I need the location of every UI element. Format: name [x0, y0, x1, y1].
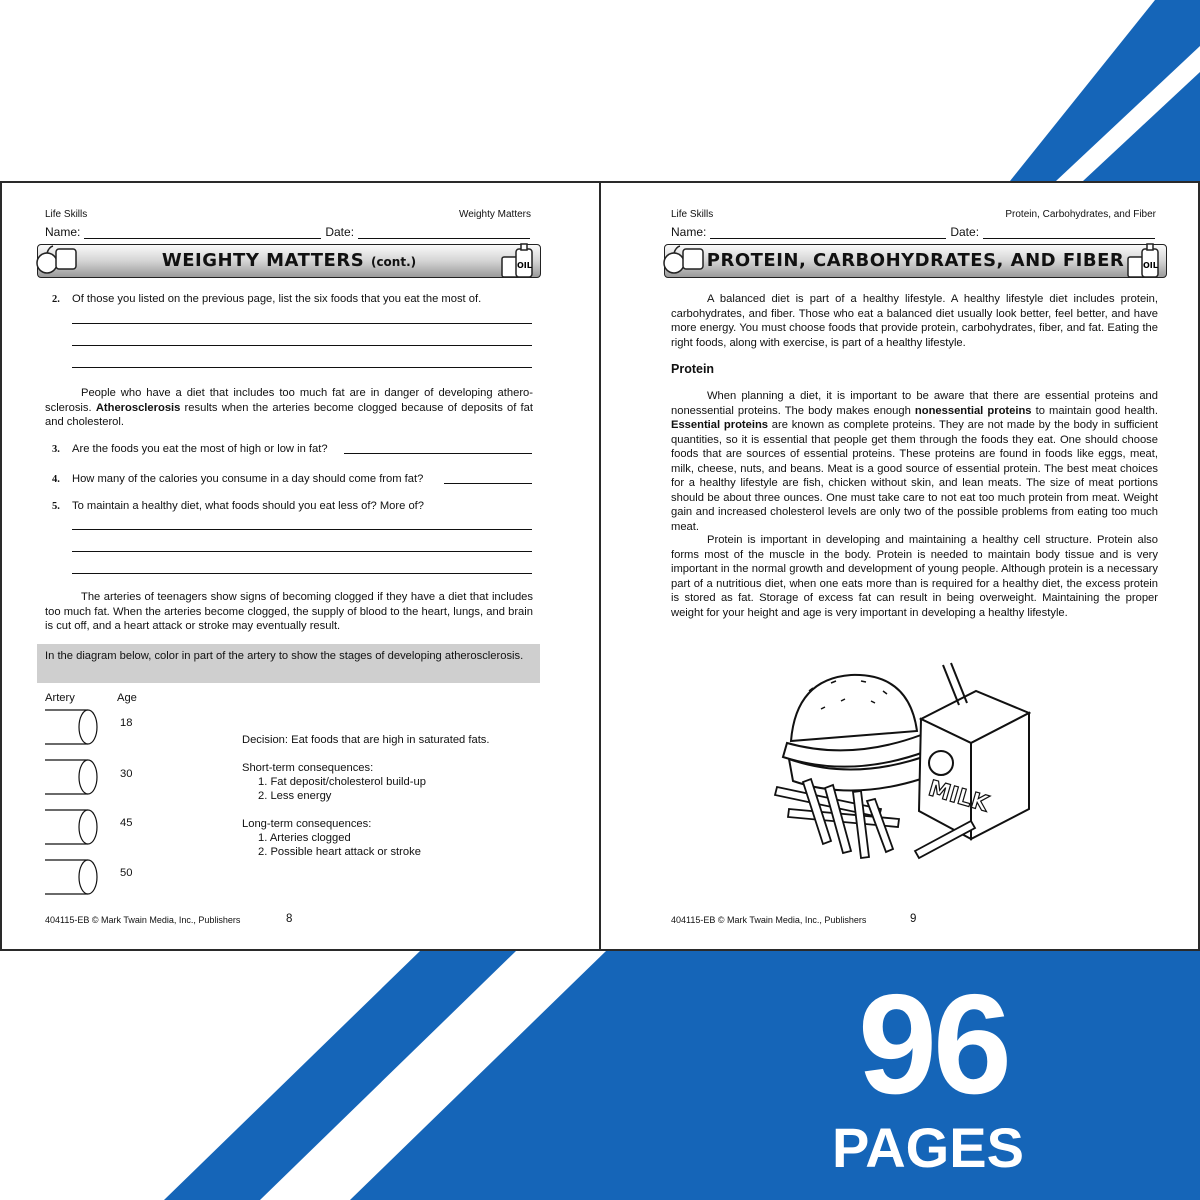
intro-paragraph: A balanced diet is part of a healthy lifestyle. A healthy lifestyle diet includes protein, carbohydrates, and fiber. Those who eat a balanced diet usually look better, feel better, and have more energy. You must choose foods that provide protein, carbohydrates, fiber, and fat. Eating the right foods, along with exercise, is part of a healthy lifestyle.	[671, 293, 1158, 349]
question-number: 5.	[52, 501, 60, 512]
right-page	[599, 181, 1200, 951]
answer-line[interactable]	[344, 453, 532, 454]
page-number: 9	[910, 913, 917, 925]
atherosclerosis-paragraph: People who have a diet that includes too much fat are in danger of developing athero-sclerosis. Atherosclerosis results when the arteries become clogged because of deposits of fat and cholesterol.	[45, 387, 533, 428]
banner-title: WEIGHTY MATTERS (cont.)	[161, 250, 417, 271]
banner-title: PROTEIN, CARBOHYDRATES, AND FIBER	[706, 250, 1125, 271]
date-field[interactable]	[983, 228, 1155, 239]
title-banner	[37, 244, 541, 278]
oil-bottle-icon	[1122, 241, 1164, 283]
arteries-paragraph: The arteries of teenagers show signs of becoming clogged if they have a diet that includes too much fat. When the arteries become clogged, the supply of blood to the heart, lungs, and brain is cut off, and a heart attack or stroke may eventually result.	[45, 591, 533, 632]
header-topic: Weighty Matters	[458, 209, 531, 220]
section-heading: Protein	[671, 362, 715, 376]
protein-paragraph-2: Protein is important in developing and maintaining a healthy cell structure. Protein also forms most of the muscle in the body. Protein is needed to maintain body tissue and is very important in the normal growth and development of young people. Although protein is a necessary part of a nutritious diet, when one eats more than is required for a healthy diet, the excess protein is stored as fat. Storage of excess fat can result in being overweight. Maintaining the proper weight for your height and age is very important in developing a healthy lifestyle.	[671, 534, 1158, 619]
short-term-item: 1. Fat deposit/cholesterol build-up	[258, 776, 426, 788]
long-term-item: 2. Possible heart attack or stroke	[258, 846, 421, 858]
age-value: 50	[120, 867, 133, 879]
burger-image	[783, 675, 927, 791]
question-text: Of those you listed on the previous page, list the six foods that you eat the most of.	[72, 293, 482, 305]
name-field[interactable]	[710, 228, 946, 239]
answer-line[interactable]	[72, 367, 532, 368]
header-topic: Protein, Carbohydrates, and Fiber	[1005, 209, 1156, 220]
milk-label: MILK	[925, 776, 992, 818]
question-text: To maintain a healthy diet, what foods should you eat less of? More of?	[72, 500, 424, 512]
page-footer: 404115-EB © Mark Twain Media, Inc., Publishers	[45, 915, 241, 925]
title-banner	[664, 244, 1167, 278]
artery-cylinder[interactable]	[45, 710, 97, 744]
date-label: Date:	[325, 225, 355, 239]
long-term-title: Long-term consequences:	[242, 818, 372, 830]
name-date-row	[671, 225, 1159, 239]
answer-line[interactable]	[72, 529, 532, 530]
page-count: 96	[858, 965, 1008, 1124]
answer-line[interactable]	[72, 573, 532, 574]
question-number: 3.	[52, 444, 60, 455]
name-date-row	[45, 225, 534, 239]
page-footer: 404115-EB © Mark Twain Media, Inc., Publishers	[671, 915, 867, 925]
name-label: Name:	[671, 225, 707, 239]
answer-line[interactable]	[72, 345, 532, 346]
question-text: Are the foods you eat the most of high or low in fat?	[72, 443, 328, 455]
header-subject: Life Skills	[45, 209, 88, 220]
question-text: How many of the calories you consume in a day should come from fat?	[72, 473, 424, 485]
short-term-item: 2. Less energy	[258, 790, 332, 802]
question-number: 4.	[52, 474, 60, 485]
age-column-label: Age	[117, 692, 137, 704]
date-label: Date:	[950, 225, 980, 239]
artery-cylinder[interactable]	[45, 810, 97, 844]
date-field[interactable]	[358, 228, 530, 239]
name-label: Name:	[45, 225, 81, 239]
header-subject: Life Skills	[671, 209, 714, 220]
svg-text:OIL: OIL	[1143, 261, 1158, 270]
age-value: 30	[120, 768, 133, 780]
answer-line[interactable]	[72, 323, 532, 324]
answer-line[interactable]	[444, 483, 532, 484]
page-number: 8	[286, 913, 293, 925]
answer-line[interactable]	[72, 551, 532, 552]
artery-diagram[interactable]	[44, 707, 100, 897]
name-field[interactable]	[84, 228, 321, 239]
decision-text: Decision: Eat foods that are high in saturated fats.	[242, 734, 490, 746]
short-term-title: Short-term consequences:	[242, 762, 374, 774]
page-count-label: PAGES	[832, 1116, 1024, 1179]
left-page	[0, 181, 601, 951]
svg-text:OIL: OIL	[517, 261, 532, 270]
artery-cylinder[interactable]	[45, 860, 97, 894]
long-term-item: 1. Arteries clogged	[258, 832, 351, 844]
question-number: 2.	[52, 294, 60, 305]
diagram-instruction: In the diagram below, color in part of the artery to show the stages of developing atherosclerosis.	[37, 644, 540, 683]
age-value: 18	[120, 717, 133, 729]
food-illustration	[771, 661, 1031, 871]
age-value: 45	[120, 817, 133, 829]
artery-column-label: Artery	[45, 692, 75, 704]
artery-cylinder[interactable]	[45, 760, 97, 794]
protein-paragraph-1: When planning a diet, it is important to be aware that there are essential proteins and nonessential proteins. The body makes enough nonessential proteins to maintain good health. Essential proteins are known as complete proteins. They are not made by the body in sufficient quantities, so it is essential that people get them through the foods they eat. One should choose foods that are sources of essential proteins. These proteins are found in foods like eggs, meat, milk, cheese, nuts, and beans. Meat is a good source of essential protein. The best meat choices for a healthy lifestyle are fish, chicken without skin, and lean meats. The size of meat portions should be about three ounces. One must take care to not eat too much protein from meat. Weight gain and increased cholesterol levels are only two of the possible problems from eating too much meat.	[671, 390, 1158, 533]
oil-bottle-icon	[496, 241, 538, 283]
